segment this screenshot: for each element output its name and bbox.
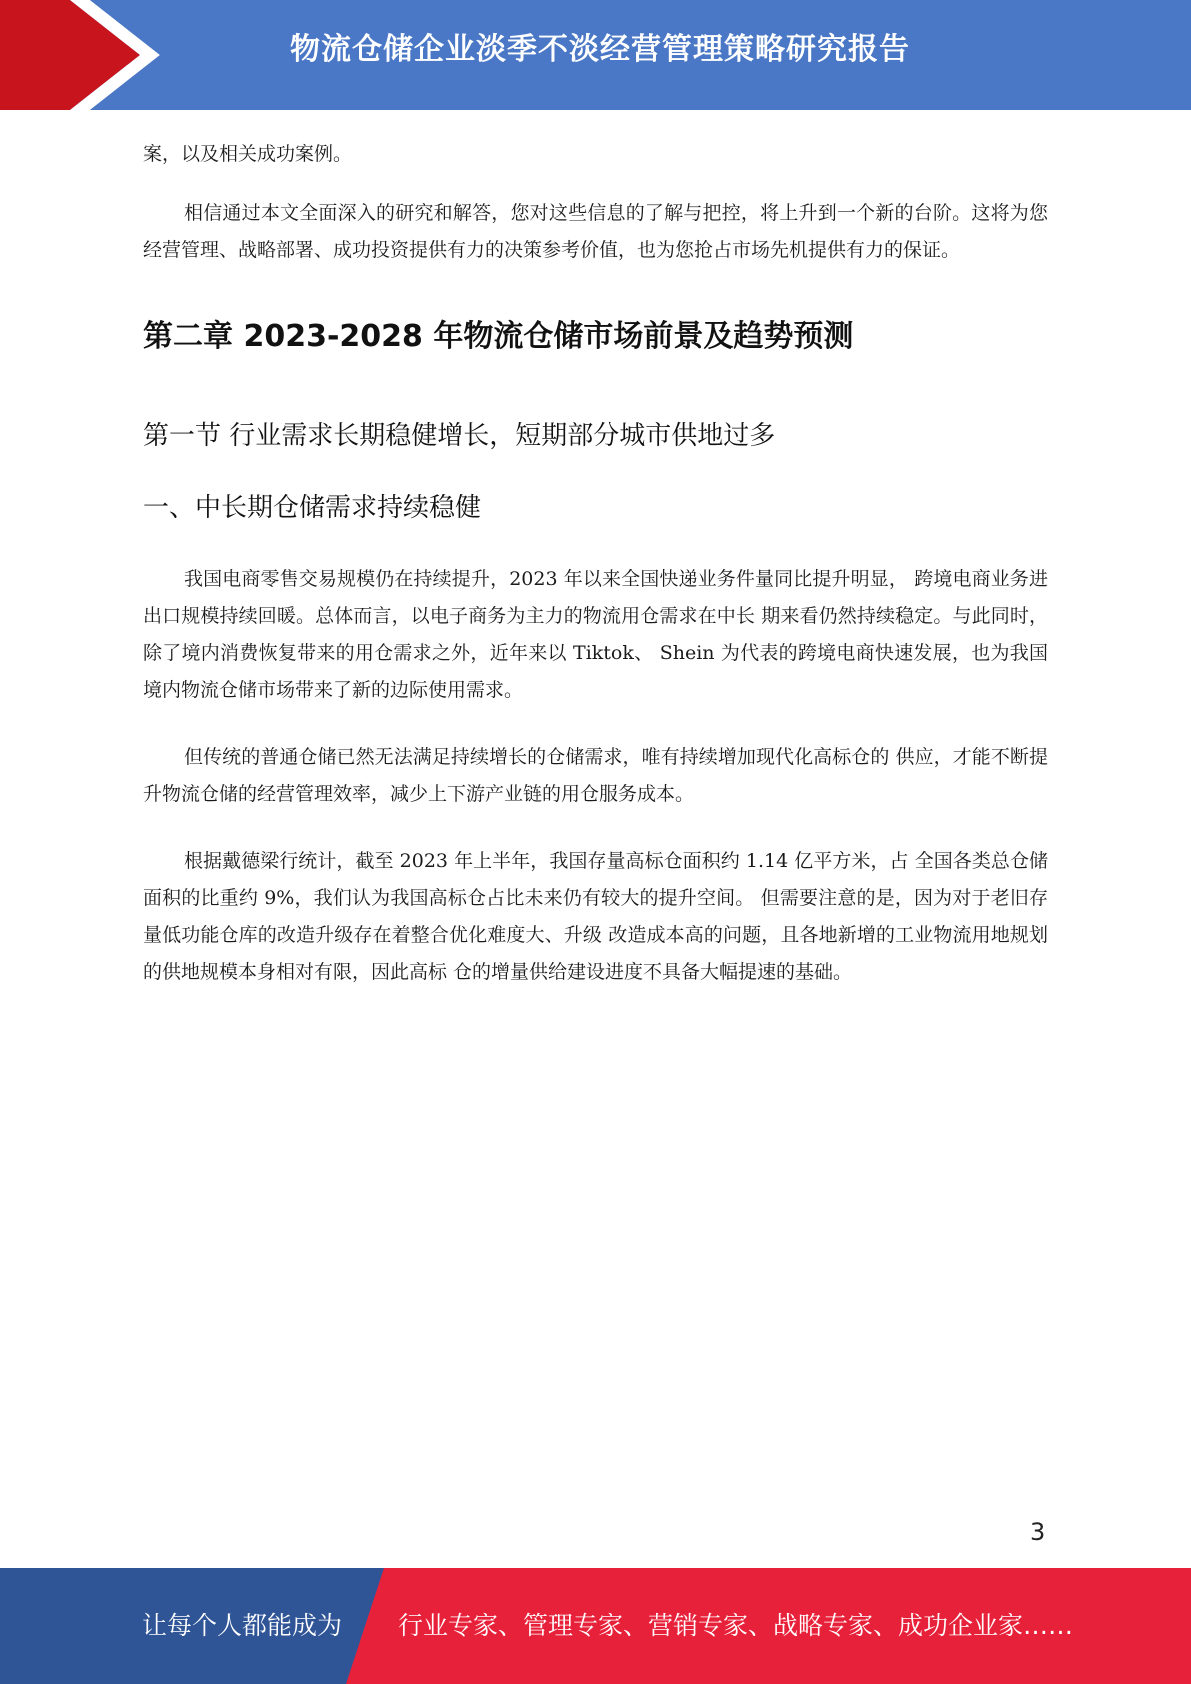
footer-slogan-right: 行业专家、管理专家、营销专家、战略专家、成功企业家…… (398, 1611, 1074, 1640)
page-footer (0, 1568, 1191, 1684)
intro-tail-text: 案，以及相关成功案例。 (143, 143, 353, 165)
body-paragraph-3: 根据戴德梁行统计，截至 2023 年上半年，我国存量高标仓面积约 1.14 亿平方米，占 全国各类总仓储面积的比重约 9%，我们认为我国高标仓占比未来仍有较大的提升空间。 但需要注意的是，因为对于老旧存量低功能仓库的改造升级存在着整合优化难度大、升级 改造成本高的问题，且各地新增的工业物流用地规划的供地规模本身相对有限，因此高标 仓的增量供给建设进度不具备大幅提速的基础。 (143, 850, 1048, 983)
document-body (143, 136, 1048, 991)
page-number: 3 (1030, 1518, 1046, 1546)
section-heading: 第一节 行业需求长期稳健增长，短期部分城市供地过多 (143, 421, 776, 451)
subsection-heading: 一、中长期仓储需求持续稳健 (143, 493, 482, 523)
body-paragraph-2: 但传统的普通仓储已然无法满足持续增长的仓储需求，唯有持续增加现代化高标仓的 供应，才能不断提升物流仓储的经营管理效率，减少上下游产业链的用仓服务成本。 (143, 746, 1048, 805)
header-arrow-decoration (0, 0, 160, 110)
chapter-heading: 第二章 2023-2028 年物流仓储市场前景及趋势预测 (143, 319, 854, 354)
intro-paragraph: 相信通过本文全面深入的研究和解答，您对这些信息的了解与把控，将上升到一个新的台阶。这将为您经营管理、战略部署、成功投资提供有力的决策参考价值，也为您抢占市场先机提供有力的保证。 (143, 202, 1048, 261)
page-header (0, 0, 1191, 110)
body-paragraph-1: 我国电商零售交易规模仍在持续提升，2023 年以来全国快递业务件量同比提升明显， 跨境电商业务进出口规模持续回暖。总体而言，以电子商务为主力的物流用仓需求在中长 期来看仍然持续稳定。与此同时，除了境内消费恢复带来的用仓需求之外，近年来以 Tiktok、 Shein 为代表的跨境电商快速发展，也为我国境内物流仓储市场带来了新的边际使用需求。 (143, 568, 1048, 701)
report-title: 物流仓储企业淡季不淡经营管理策略研究报告 (290, 32, 910, 67)
footer-slogan-left: 让每个人都能成为 (142, 1611, 343, 1640)
